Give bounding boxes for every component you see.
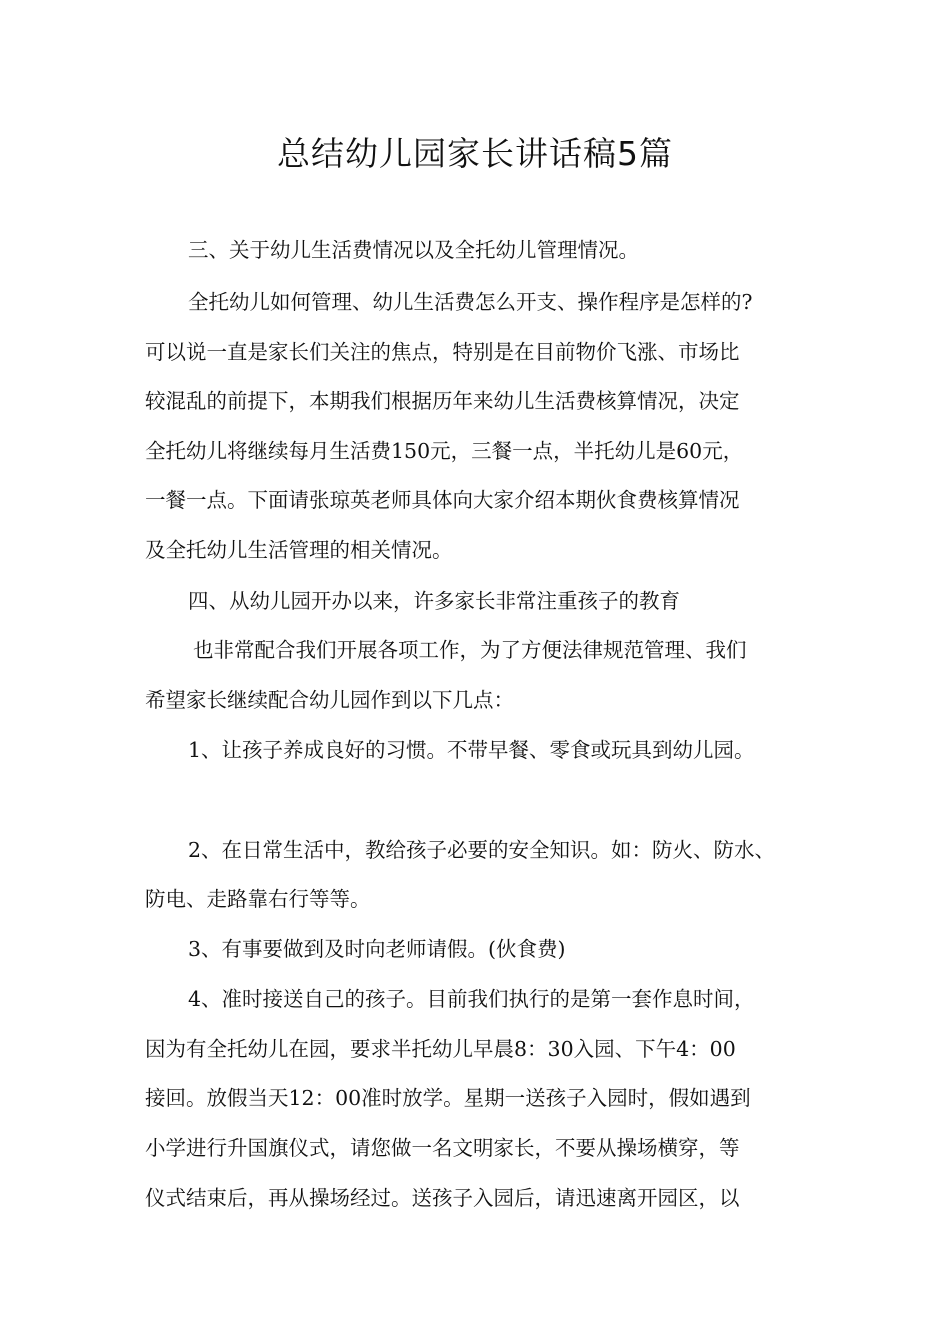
paragraph-line: 四、从幼儿园开办以来，许多家长非常注重孩子的教育 [188,589,680,613]
list-item: 2、在日常生活中，教给孩子必要的安全知识。如：防火、防水、 [188,838,776,862]
paragraph-line: 全托幼儿将继续每月生活费150元，三餐一点，半托幼儿是60元， [145,439,744,463]
paragraph-line: 较混乱的前提下，本期我们根据历年来幼儿生活费核算情况，决定 [145,389,740,413]
paragraph-line: 仪式结束后，再从操场经过。送孩子入园后，请迅速离开园区，以 [145,1186,740,1210]
paragraph-line: 因为有全托幼儿在园，要求半托幼儿早晨8：30入园、下午4：00 [145,1037,736,1061]
document-title: 总结幼儿园家长讲话稿5篇 [277,134,673,173]
paragraph-line: 希望家长继续配合幼儿园作到以下几点： [145,688,514,712]
paragraph-line: 也非常配合我们开展各项工作，为了方便法律规范管理、我们 [193,638,747,662]
paragraph-line: 一餐一点。下面请张琼英老师具体向大家介绍本期伙食费核算情况 [145,488,740,512]
paragraph-line: 全托幼儿如何管理、幼儿生活费怎么开支、操作程序是怎样的? [188,290,753,314]
paragraph-line: 三、关于幼儿生活费情况以及全托幼儿管理情况。 [188,238,639,262]
paragraph-line: 及全托幼儿生活管理的相关情况。 [145,538,453,562]
paragraph-line: 可以说一直是家长们关注的焦点，特别是在目前物价飞涨、市场比 [145,340,740,364]
list-item: 3、有事要做到及时向老师请假。(伙食费) [188,937,566,961]
list-item: 4、准时接送自己的孩子。目前我们执行的是第一套作息时间， [188,987,755,1011]
list-item: 1、让孩子养成良好的习惯。不带早餐、零食或玩具到幼儿园。 [188,738,755,762]
paragraph-line: 防电、走路靠右行等等。 [145,887,371,911]
paragraph-line: 小学进行升国旗仪式，请您做一名文明家长，不要从操场横穿，等 [145,1136,740,1160]
paragraph-line: 接回。放假当天12：00准时放学。星期一送孩子入园时，假如遇到 [145,1086,751,1110]
